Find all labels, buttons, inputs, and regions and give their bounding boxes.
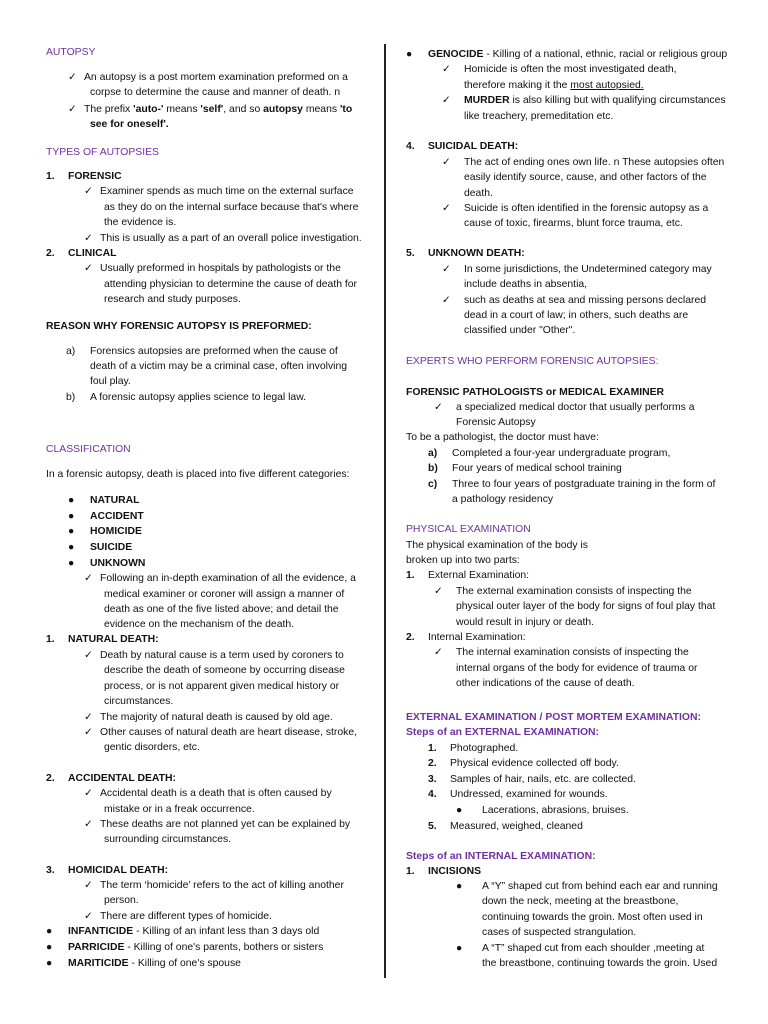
- checkmark-icon: ✓: [442, 64, 451, 75]
- bullet-icon: ●: [456, 881, 463, 892]
- clinical-bullet-1-line-3: research and study purposes.: [104, 294, 241, 305]
- murder-bullet-line-2: like treachery, premeditation etc.: [464, 111, 614, 122]
- section-title-classification: CLASSIFICATION: [46, 444, 131, 455]
- category-note-line-3: death as one of the five listed above; and detail the: [104, 604, 339, 615]
- unknown-bullet-2-line-3: classified under "Other".: [464, 325, 576, 336]
- incision-y-line-4: cases of suspected strangulation.: [482, 927, 637, 938]
- checkmark-icon: ✓: [434, 647, 443, 658]
- external-step-4-sub: ● Lacerations, abrasions, bruises.: [456, 803, 728, 818]
- requirement-b: b) Four years of medical school training: [428, 463, 622, 474]
- reason-a-line-2: death of a victim may be a criminal case, often involving: [90, 361, 348, 372]
- homicidal-bullet-2: ✓ There are different types of homicide.: [84, 909, 366, 924]
- accidental-bullet-2-line-2: surrounding circumstances.: [104, 834, 232, 845]
- requirement-c-line-2: a pathology residency: [452, 494, 554, 505]
- natural-bullet-1-line-4: circumstances.: [104, 696, 174, 707]
- bullet-icon: ●: [406, 49, 413, 60]
- external-exam-bullet-line-3: would result in injury or death.: [456, 617, 595, 628]
- bullet-icon: ●: [46, 942, 53, 953]
- type-forensic: 1. FORENSIC: [46, 171, 122, 182]
- autopsy-bullet-2-line-2: see for oneself'.: [90, 119, 169, 130]
- forensic-bullet-1: ✓ Examiner spends as much time on the external surface: [84, 184, 366, 199]
- external-step-5: 5. Measured, weighed, cleaned: [428, 821, 583, 832]
- checkmark-icon: ✓: [434, 586, 443, 597]
- section-title-reason: REASON WHY FORENSIC AUTOPSY IS PREFORMED:: [46, 321, 312, 332]
- homicidal-bullet-1: ✓ The term ‘homicide’ refers to the act of killing another: [84, 878, 366, 893]
- accidental-death-heading: 2. ACCIDENTAL DEATH:: [46, 773, 176, 784]
- natural-bullet-3-line-2: gentic disorders, etc.: [104, 742, 200, 753]
- clinical-bullet-1: ✓ Usually preformed in hospitals by pathologists or the: [84, 261, 366, 276]
- pathologist-title: FORENSIC PATHOLOGISTS or MEDICAL EXAMINER: [406, 387, 665, 398]
- type-parricide: ● PARRICIDE - Killing of one's parents, bothers or sisters: [46, 940, 366, 955]
- accidental-bullet-1-line-2: mistake or in a freak occurrence.: [104, 804, 255, 815]
- bullet-icon: ●: [68, 495, 75, 506]
- external-exam-bullet-line-2: physical outer layer of the body for signs of foul play that: [456, 601, 716, 612]
- physical-intro-line-1: The physical examination of the body is: [406, 540, 588, 551]
- checkmark-icon: ✓: [84, 911, 93, 922]
- category-natural: ● NATURAL: [68, 493, 366, 508]
- category-note-line-4: evidence on the mechanism of the death.: [104, 619, 295, 630]
- internal-exam-heading: 2. Internal Examination:: [406, 632, 526, 643]
- column-divider: [384, 44, 386, 978]
- bullet-icon: ●: [46, 958, 53, 969]
- accidental-bullet-1: ✓ Accidental death is a death that is often caused by: [84, 786, 366, 801]
- unknown-bullet-1: ✓ In some jurisdictions, the Undetermined category may: [442, 262, 728, 277]
- checkmark-icon: ✓: [84, 186, 93, 197]
- suicidal-bullet-2-line-2: cause of toxic, firearms, blunt force trauma, etc.: [464, 218, 683, 229]
- checkmark-icon: ✓: [84, 819, 93, 830]
- incision-y: ● A “Y” shaped cut from behind each ear and running: [456, 879, 728, 894]
- incision-y-line-3: continuing towards the groin. Most often used in: [482, 912, 703, 923]
- requirement-a: a) Completed a four-year undergraduate program,: [428, 448, 671, 459]
- category-accident: ● ACCIDENT: [68, 509, 366, 524]
- bullet-icon: ●: [68, 558, 75, 569]
- bullet-icon: ●: [68, 542, 75, 553]
- type-clinical: 2. CLINICAL: [46, 248, 117, 259]
- section-title-experts: EXPERTS WHO PERFORM FORENSIC AUTOPSIES:: [406, 356, 659, 367]
- murder-bullet: ✓ MURDER is also killing but with qualifying circumstances: [442, 93, 728, 108]
- natural-bullet-2: ✓ The majority of natural death is caused by old age.: [84, 710, 366, 725]
- external-exam-bullet: ✓ The external examination consists of inspecting the: [434, 584, 728, 599]
- steps-internal-title: Steps of an INTERNAL EXAMINATION:: [406, 851, 596, 862]
- internal-exam-bullet-line-2: internal organs of the body for evidence of trauma or: [456, 663, 698, 674]
- pathologist-bullet-1-line-2: Forensic Autopsy: [456, 417, 536, 428]
- checkmark-icon: ✓: [442, 295, 451, 306]
- checkmark-icon: ✓: [84, 788, 93, 799]
- checkmark-icon: ✓: [84, 573, 93, 584]
- bullet-icon: ●: [456, 805, 463, 816]
- autopsy-bullet-1: ✓ An autopsy is a post mortem examination preformed on a: [68, 70, 366, 85]
- internal-exam-bullet: ✓ The internal examination consists of inspecting the: [434, 645, 728, 660]
- external-step-3: 3. Samples of hair, nails, etc. are collected.: [428, 774, 636, 785]
- steps-external-title: Steps of an EXTERNAL EXAMINATION:: [406, 727, 600, 738]
- checkmark-icon: ✓: [68, 104, 77, 115]
- checkmark-icon: ✓: [442, 203, 451, 214]
- section-title-autopsy: AUTOPSY: [46, 47, 96, 58]
- unknown-bullet-2: ✓ such as deaths at sea and missing persons declared: [442, 293, 728, 308]
- genocide-bullet-1-line-2: therefore making it the most autopsied.: [464, 80, 644, 91]
- bullet-icon: ●: [68, 526, 75, 537]
- classification-intro: In a forensic autopsy, death is placed into five different categories:: [46, 469, 350, 480]
- category-homicide: ● HOMICIDE: [68, 524, 366, 539]
- pathologist-bullet-1: ✓ a specialized medical doctor that usually performs a: [434, 400, 728, 415]
- bullet-icon: ●: [456, 943, 463, 954]
- category-unknown: ● UNKNOWN: [68, 556, 366, 571]
- checkmark-icon: ✓: [84, 727, 93, 738]
- autopsy-bullet-1-line-2: corpse to determine the cause and manner of death. n: [90, 87, 341, 98]
- suicidal-death-heading: 4. SUICIDAL DEATH:: [406, 141, 519, 152]
- forensic-bullet-1-line-3: the evidence is.: [104, 217, 177, 228]
- checkmark-icon: ✓: [434, 402, 443, 413]
- type-infanticide: ● INFANTICIDE - Killing of an infant less than 3 days old: [46, 924, 366, 939]
- incision-t-line-2: the breastbone, continuing towards the groin. Used: [482, 958, 718, 969]
- category-note: ✓ Following an in-depth examination of all the evidence, a: [84, 571, 366, 586]
- checkmark-icon: ✓: [84, 880, 93, 891]
- checkmark-icon: ✓: [442, 157, 451, 168]
- autopsy-bullet-2: ✓ The prefix 'auto-' means 'self', and so autopsy means 'to: [68, 102, 366, 117]
- incision-t: ● A “T” shaped cut from each shoulder ,meeting at: [456, 941, 728, 956]
- section-title-external-postmortem: EXTERNAL EXAMINATION / POST MORTEM EXAMINATION:: [406, 712, 701, 723]
- suicidal-bullet-1-line-2: easily identify source, cause, and other factors of the: [464, 172, 707, 183]
- reason-a-line-3: foul play.: [90, 376, 131, 387]
- incision-y-line-2: down the neck, meeting at the breastbone,: [482, 896, 679, 907]
- checkmark-icon: ✓: [442, 264, 451, 275]
- suicidal-bullet-1-line-3: death.: [464, 188, 493, 199]
- genocide-bullet-1: ✓ Homicide is often the most investigated death,: [442, 62, 728, 77]
- pathologist-intro: To be a pathologist, the doctor must have:: [406, 432, 599, 443]
- bullet-icon: ●: [68, 511, 75, 522]
- section-title-physical: PHYSICAL EXAMINATION: [406, 524, 531, 535]
- checkmark-icon: ✓: [84, 712, 93, 723]
- checkmark-icon: ✓: [68, 72, 77, 83]
- natural-bullet-1-line-3: process, or is not apparent given medical history or: [104, 681, 340, 692]
- suicidal-bullet-2: ✓ Suicide is often identified in the forensic autopsy as a: [442, 201, 728, 216]
- type-genocide: ● GENOCIDE - Killing of a national, ethnic, racial or religious group: [406, 47, 728, 62]
- physical-intro-line-2: broken up into two parts:: [406, 555, 520, 566]
- external-exam-heading: 1. External Examination:: [406, 570, 530, 581]
- forensic-bullet-2: ✓ This is usually as a part of an overall police investigation.: [84, 231, 366, 246]
- suicidal-bullet-1: ✓ The act of ending ones own life. n These autopsies often: [442, 155, 728, 170]
- reason-a: a) Forensics autopsies are preformed when the cause of: [66, 346, 338, 357]
- section-title-types: TYPES OF AUTOPSIES: [46, 147, 159, 158]
- bullet-icon: ●: [46, 926, 53, 937]
- natural-bullet-1: ✓ Death by natural cause is a term used by coroners to: [84, 648, 366, 663]
- clinical-bullet-1-line-2: attending physician to determine the cause of death for: [104, 279, 358, 290]
- checkmark-icon: ✓: [442, 95, 451, 106]
- natural-bullet-1-line-2: describe the death of someone by occurring disease: [104, 665, 345, 676]
- unknown-bullet-2-line-2: dead in a court of law; in others, such deaths are: [464, 310, 689, 321]
- checkmark-icon: ✓: [84, 233, 93, 244]
- natural-bullet-3: ✓ Other causes of natural death are heart disease, stroke,: [84, 725, 366, 740]
- external-step-2: 2. Physical evidence collected off body.: [428, 758, 619, 769]
- external-step-1: 1. Photographed.: [428, 743, 519, 754]
- forensic-bullet-1-line-2: as they do on the internal surface because that's where: [104, 202, 359, 213]
- natural-death-heading: 1. NATURAL DEATH:: [46, 634, 159, 645]
- reason-b: b) A forensic autopsy applies science to legal law.: [66, 392, 307, 403]
- category-suicide: ● SUICIDE: [68, 540, 366, 555]
- unknown-death-heading: 5. UNKNOWN DEATH:: [406, 248, 525, 259]
- homicidal-death-heading: 3. HOMICIDAL DEATH:: [46, 865, 169, 876]
- type-mariticide: ● MARITICIDE - Killing of one's spouse: [46, 956, 366, 971]
- accidental-bullet-2: ✓ These deaths are not planned yet can be explained by: [84, 817, 366, 832]
- requirement-c: c) Three to four years of postgraduate training in the form of: [428, 479, 716, 490]
- homicidal-bullet-1-line-2: person.: [104, 895, 139, 906]
- unknown-bullet-1-line-2: include deaths in absentia,: [464, 279, 588, 290]
- external-step-4: 4. Undressed, examined for wounds.: [428, 789, 608, 800]
- checkmark-icon: ✓: [84, 263, 93, 274]
- category-note-line-2: medical examiner or coroner will assign a manner of: [104, 589, 345, 600]
- checkmark-icon: ✓: [84, 650, 93, 661]
- internal-exam-bullet-line-3: other indications of the cause of death.: [456, 678, 635, 689]
- incisions-heading: 1. INCISIONS: [406, 866, 482, 877]
